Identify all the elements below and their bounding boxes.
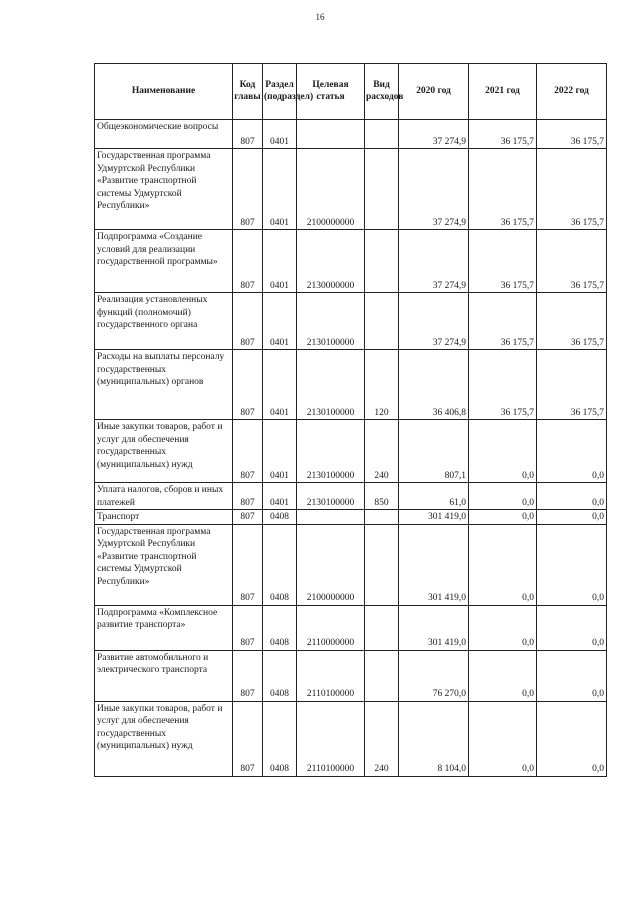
table-cell-2020: 37 274,9 [399, 149, 469, 230]
table-cell-code: 807 [233, 420, 263, 483]
table-cell-target [297, 120, 365, 149]
table-cell-expense: 850 [365, 483, 399, 510]
table-cell-target: 2130000000 [297, 230, 365, 293]
table-cell-code: 807 [233, 524, 263, 605]
table-cell-2020: 37 274,9 [399, 120, 469, 149]
table-row [95, 293, 607, 350]
table-cell-2022: 36 175,7 [537, 120, 607, 149]
table-cell-name: Развитие автомобильного и электрического транспорта [95, 650, 233, 701]
table-cell-target: 2130100000 [297, 420, 365, 483]
table-cell-target: 2100000000 [297, 524, 365, 605]
table-cell-expense [365, 120, 399, 149]
table-cell-2022: 36 175,7 [537, 293, 607, 350]
table-cell-2022: 0,0 [537, 524, 607, 605]
table-cell-section: 0401 [263, 483, 297, 510]
header-expense: Вид расходов [365, 64, 399, 120]
table-cell-expense [365, 605, 399, 650]
table-cell-expense [365, 293, 399, 350]
table-cell-2021: 0,0 [469, 510, 537, 525]
table-cell-2021: 0,0 [469, 701, 537, 776]
table-cell-section: 0401 [263, 120, 297, 149]
table-row [95, 420, 607, 483]
table-cell-2021: 36 175,7 [469, 293, 537, 350]
table-cell-2022: 36 175,7 [537, 230, 607, 293]
table-cell-expense [365, 230, 399, 293]
table-cell-section: 0408 [263, 510, 297, 525]
table-cell-section: 0408 [263, 605, 297, 650]
table-cell-2021: 0,0 [469, 524, 537, 605]
table-cell-section: 0401 [263, 420, 297, 483]
table-cell-2021: 36 175,7 [469, 350, 537, 420]
table-cell-code: 807 [233, 230, 263, 293]
table-row [95, 120, 607, 149]
table-cell-section: 0401 [263, 293, 297, 350]
table-cell-2022: 0,0 [537, 420, 607, 483]
page-number: 16 [315, 12, 325, 22]
table-cell-expense [365, 510, 399, 525]
table-cell-2020: 301 419,0 [399, 605, 469, 650]
table-cell-2021: 0,0 [469, 420, 537, 483]
header-name: Наименование [95, 64, 233, 120]
header-2020: 2020 год [399, 64, 469, 120]
table-cell-expense [365, 149, 399, 230]
table-cell-expense [365, 524, 399, 605]
table-cell-expense: 240 [365, 701, 399, 776]
table-cell-code: 807 [233, 701, 263, 776]
header-section: Раздел (подраздел) [263, 64, 297, 120]
table-cell-2020: 76 270,0 [399, 650, 469, 701]
table-cell-name: Реализация установленных функций (полномочий) государственного органа [95, 293, 233, 350]
table-cell-name: Иные закупки товаров, работ и услуг для обеспечения государственных (муниципальных) нужд [95, 420, 233, 483]
table-cell-section: 0401 [263, 149, 297, 230]
table-cell-name: Подпрограмма «Комплексное развитие транспорта» [95, 605, 233, 650]
table-cell-name: Расходы на выплаты персоналу государственных (муниципальных) органов [95, 350, 233, 420]
table-cell-2020: 301 419,0 [399, 524, 469, 605]
table-cell-2020: 61,0 [399, 483, 469, 510]
table-cell-2020: 301 419,0 [399, 510, 469, 525]
table-cell-target [297, 510, 365, 525]
table-cell-2020: 37 274,9 [399, 293, 469, 350]
header-code: Код главы [233, 64, 263, 120]
table-header-row [95, 64, 607, 120]
table-row [95, 650, 607, 701]
table-cell-2022: 0,0 [537, 650, 607, 701]
header-target: Целевая статья [297, 64, 365, 120]
table-cell-code: 807 [233, 293, 263, 350]
table-cell-2022: 0,0 [537, 510, 607, 525]
table-cell-code: 807 [233, 350, 263, 420]
table-cell-name: Общеэкономические вопросы [95, 120, 233, 149]
table-cell-code: 807 [233, 149, 263, 230]
table-cell-name: Иные закупки товаров, работ и услуг для обеспечения государственных (муниципальных) нужд [95, 701, 233, 776]
table-cell-2022: 36 175,7 [537, 350, 607, 420]
header-2021: 2021 год [469, 64, 537, 120]
table-cell-code: 807 [233, 510, 263, 525]
table-cell-name: Уплата налогов, сборов и иных платежей [95, 483, 233, 510]
table-row [95, 701, 607, 776]
table-cell-target: 2110100000 [297, 650, 365, 701]
table-row [95, 483, 607, 510]
table-cell-expense: 240 [365, 420, 399, 483]
table-cell-target: 2130100000 [297, 350, 365, 420]
table-cell-section: 0401 [263, 230, 297, 293]
table-cell-code: 807 [233, 650, 263, 701]
table-cell-2020: 807,1 [399, 420, 469, 483]
table-cell-2020: 36 406,8 [399, 350, 469, 420]
table-cell-2021: 0,0 [469, 650, 537, 701]
table-cell-target: 2130100000 [297, 293, 365, 350]
table-cell-section: 0408 [263, 650, 297, 701]
table-row [95, 605, 607, 650]
table-cell-2022: 36 175,7 [537, 149, 607, 230]
table-cell-name: Подпрограмма «Создание условий для реализации государственной программы» [95, 230, 233, 293]
table-cell-2021: 36 175,7 [469, 230, 537, 293]
table-cell-section: 0408 [263, 524, 297, 605]
table-cell-target: 2130100000 [297, 483, 365, 510]
table-cell-section: 0408 [263, 701, 297, 776]
table-cell-name: Государственная программа Удмуртской Республики «Развитие транспортной системы Удмуртской Республики» [95, 149, 233, 230]
table-cell-expense: 120 [365, 350, 399, 420]
table-cell-target: 2110100000 [297, 701, 365, 776]
table-cell-expense [365, 650, 399, 701]
table-cell-section: 0401 [263, 350, 297, 420]
table-cell-2022: 0,0 [537, 605, 607, 650]
table-row [95, 350, 607, 420]
table-cell-name: Транспорт [95, 510, 233, 525]
table-cell-2022: 0,0 [537, 701, 607, 776]
table-row [95, 230, 607, 293]
table-cell-2020: 37 274,9 [399, 230, 469, 293]
header-2022: 2022 год [537, 64, 607, 120]
table-cell-2021: 0,0 [469, 483, 537, 510]
table-cell-code: 807 [233, 483, 263, 510]
table-cell-2021: 36 175,7 [469, 120, 537, 149]
table-cell-target: 2100000000 [297, 149, 365, 230]
table-cell-name: Государственная программа Удмуртской Республики «Развитие транспортной системы Удмуртской Республики» [95, 524, 233, 605]
table-row [95, 510, 607, 525]
table-row [95, 149, 607, 230]
budget-table [94, 63, 607, 777]
table-cell-2021: 0,0 [469, 605, 537, 650]
table-cell-code: 807 [233, 605, 263, 650]
table-row [95, 524, 607, 605]
table-cell-2020: 8 104,0 [399, 701, 469, 776]
table-cell-target: 2110000000 [297, 605, 365, 650]
table-cell-2022: 0,0 [537, 483, 607, 510]
table-cell-code: 807 [233, 120, 263, 149]
table-cell-2021: 36 175,7 [469, 149, 537, 230]
